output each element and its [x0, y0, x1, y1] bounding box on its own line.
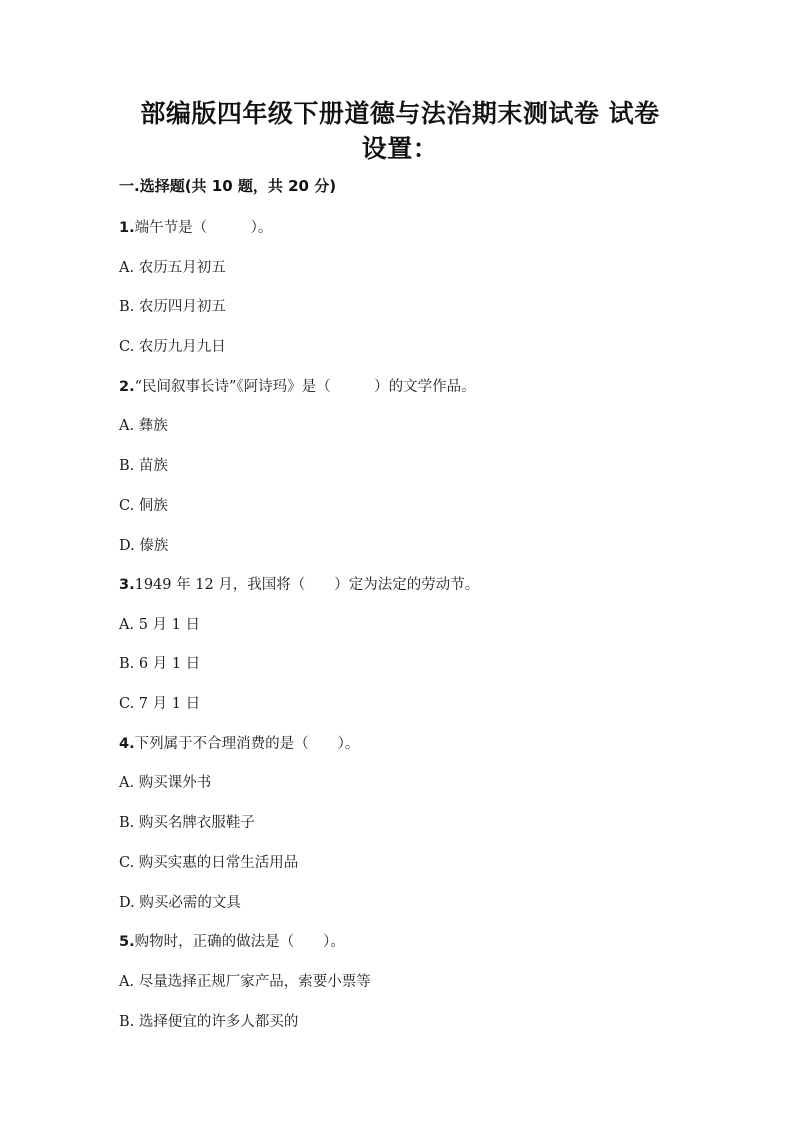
option-3c: C. 7 月 1 日	[119, 696, 201, 712]
question-3	[119, 575, 479, 595]
option-1b: B. 农历四月初五	[119, 299, 226, 315]
question-number: 5.	[119, 934, 135, 950]
question-stem: 下列属于不合理消费的是（ ）。	[134, 736, 360, 752]
question-stem: 端午节是（ ）。	[134, 220, 273, 236]
option-2d: D. 傣族	[119, 538, 169, 554]
option-4a: A. 购买课外书	[119, 775, 212, 791]
option-1c: C. 农历九月九日	[119, 339, 226, 355]
section-heading: 一.选择题(共 10 题，共 20 分)	[119, 177, 337, 195]
question-2	[119, 377, 476, 397]
question-4	[119, 734, 359, 754]
option-2c: C. 侗族	[119, 498, 168, 514]
option-3b: B. 6 月 1 日	[119, 656, 201, 672]
question-stem: 1949 年 12 月，我国将（ ）定为法定的劳动节。	[134, 577, 480, 593]
question-5	[119, 932, 345, 952]
option-4c: C. 购买实惠的日常生活用品	[119, 855, 299, 871]
option-3a: A. 5 月 1 日	[119, 617, 200, 633]
option-4b: B. 购买名牌衣服鞋子	[119, 815, 255, 831]
question-number: 1.	[119, 220, 135, 236]
question-number: 3.	[119, 577, 135, 593]
question-number: 4.	[119, 736, 135, 752]
question-1	[119, 218, 272, 238]
question-stem: 购物时，正确的做法是（ ）。	[134, 934, 345, 950]
option-5a: A. 尽量选择正规厂家产品，索要小票等	[119, 974, 371, 990]
option-2a: A. 彝族	[119, 418, 168, 434]
question-stem: “民间叙事长诗”《阿诗玛》是（ ）的文学作品。	[134, 379, 476, 395]
option-1a: A. 农历五月初五	[119, 260, 226, 276]
page-title: 部编版四年级下册道德与法治期末测试卷 试卷设置：	[140, 99, 660, 163]
option-2b: B. 苗族	[119, 458, 168, 474]
option-5b: B. 选择便宜的许多人都买的	[119, 1014, 299, 1030]
option-4d: D. 购买必需的文具	[119, 895, 241, 911]
question-number: 2.	[119, 379, 135, 395]
